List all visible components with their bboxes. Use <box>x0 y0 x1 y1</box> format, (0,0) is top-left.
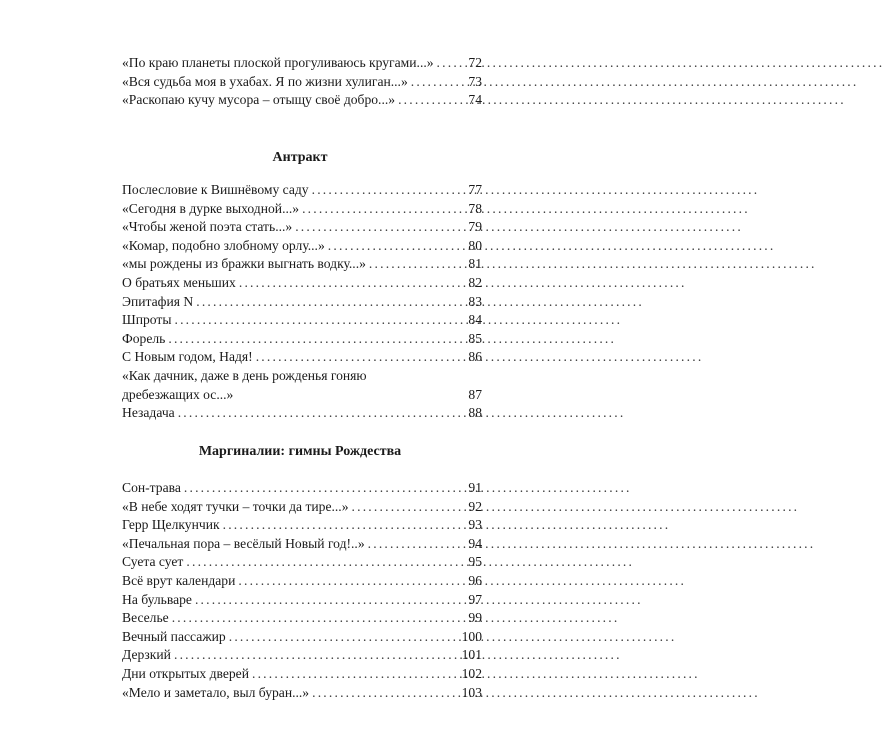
toc-entry <box>122 91 482 110</box>
toc-entry-page: 73 <box>468 73 482 89</box>
dot-leader <box>302 200 466 219</box>
dot-leader <box>411 73 467 92</box>
toc-entry <box>122 367 482 404</box>
toc-entry <box>122 181 482 200</box>
toc-group-continuation <box>122 54 482 110</box>
toc-entry <box>122 200 482 219</box>
toc-entry-title: Дерзкий <box>122 647 171 663</box>
toc-entry-title: Веселье <box>122 610 169 626</box>
dot-leader <box>184 479 467 498</box>
toc-entry-title: Эпитафия N <box>122 293 194 309</box>
dot-leader <box>195 591 466 610</box>
toc-entry-page: 78 <box>468 200 482 216</box>
dot-leader <box>172 609 467 628</box>
toc-entry-title: Всё врут календари <box>122 572 236 588</box>
toc-entry-title: «По краю планеты плоской прогуливаюсь кругами...» <box>122 55 434 70</box>
section-heading-marginalii: Маргиналии: гимны Рождества <box>198 444 402 459</box>
dot-leader <box>295 218 466 237</box>
toc-entry-title: Форель <box>122 330 166 346</box>
dot-leader <box>368 535 467 554</box>
toc-entry-title: Сон-трава <box>122 480 181 495</box>
toc-entry-page: 79 <box>468 219 482 235</box>
dot-leader <box>229 628 460 647</box>
toc-entry-title: «Чтобы женой поэта стать...» <box>122 219 293 235</box>
toc-entry <box>122 553 482 572</box>
toc-entry-title: «Мело и заметало, выл буран...» <box>122 684 310 700</box>
dot-leader <box>398 91 466 110</box>
toc-entry-title-line1: «Как дачник, даже в день рожденья гоняю <box>122 367 367 383</box>
toc-entry-title: Послесловие к Вишнёвому саду <box>122 182 309 197</box>
toc-entry <box>122 591 482 610</box>
toc-entry-page: 92 <box>468 498 482 514</box>
toc-entry-page: 72 <box>468 55 482 70</box>
dot-leader <box>223 516 467 535</box>
toc-entry <box>122 572 482 591</box>
toc-entry <box>122 498 482 517</box>
dot-leader <box>186 553 466 572</box>
toc-entry-page: 87 <box>468 386 482 402</box>
toc-entry-page: 83 <box>468 293 482 309</box>
toc-entry-page: 101 <box>461 647 482 663</box>
toc-entry-title: «Раскопаю кучу мусора – отыщу своё добро...» <box>122 92 396 108</box>
toc-entry-page: 93 <box>468 517 482 533</box>
toc-entry <box>122 54 482 73</box>
dot-leader <box>252 665 460 684</box>
dot-leader <box>238 572 466 591</box>
toc-entry-title: Вечный пассажир <box>122 628 226 644</box>
toc-entry <box>122 646 482 665</box>
toc-entry-title: «Печальная пора – весёлый Новый год!..» <box>122 535 365 551</box>
dot-leader <box>168 330 466 349</box>
toc-entry-title: Шпроты <box>122 312 172 328</box>
toc-entry-page: 88 <box>468 405 482 421</box>
toc-entry <box>122 218 482 237</box>
toc-entry-title: «Комар, подобно злобному орлу...» <box>122 237 325 253</box>
toc-entry <box>122 293 482 312</box>
toc-entry-page: 80 <box>468 237 482 253</box>
dot-leader <box>312 684 460 703</box>
dot-leader <box>312 181 467 200</box>
toc-entry <box>122 237 482 256</box>
section-heading-antrakt: Антракт <box>272 150 328 165</box>
toc-entry-page: 94 <box>468 535 482 551</box>
toc-entry <box>122 330 482 349</box>
dot-leader <box>239 274 467 293</box>
toc-entry <box>122 684 482 703</box>
toc-entry <box>122 311 482 330</box>
toc-entry-title: «В небе ходят тучки – точки да тире...» <box>122 498 349 514</box>
toc-entry-page: 99 <box>468 610 482 626</box>
toc-entry-title: Незадача <box>122 405 175 421</box>
toc-entry-page: 82 <box>468 274 482 290</box>
toc-entry-title: Дни открытых дверей <box>122 665 249 681</box>
dot-leader <box>328 237 467 256</box>
toc-group-antrakt <box>122 181 482 423</box>
toc-entry-page: 91 <box>468 480 482 495</box>
toc-entry <box>122 404 482 423</box>
toc-entry <box>122 628 482 647</box>
dot-leader <box>352 498 467 517</box>
toc-entry-page: 102 <box>461 665 482 681</box>
toc-entry-page: 97 <box>468 591 482 607</box>
toc-entry-page: 74 <box>468 92 482 108</box>
toc-entry-title: С Новым годом, Надя! <box>122 349 253 365</box>
toc-entry-title: О братьях меньших <box>122 274 236 290</box>
toc-entry-title-line2: дребезжащих ос...» <box>122 386 234 402</box>
dot-leader <box>174 311 466 330</box>
toc-entry-page: 100 <box>461 628 482 644</box>
toc-entry-title: «Сегодня в дурке выходной...» <box>122 200 300 216</box>
toc-entry <box>122 348 482 367</box>
dot-leader <box>256 348 467 367</box>
toc-entry <box>122 665 482 684</box>
toc-entry-line2 <box>122 386 482 405</box>
toc-entry-title: На бульваре <box>122 591 192 607</box>
toc-group-marginalii <box>122 479 482 702</box>
toc-entry <box>122 479 482 498</box>
toc-entry <box>122 609 482 628</box>
dot-leader <box>369 255 467 274</box>
toc-entry <box>122 535 482 554</box>
dot-leader <box>174 646 460 665</box>
toc-entry <box>122 274 482 293</box>
toc-entry-page: 86 <box>468 349 482 365</box>
toc-entry-title: Суета сует <box>122 554 184 570</box>
dot-leader <box>437 54 467 73</box>
toc-entry-page: 85 <box>468 330 482 346</box>
toc-entry-page: 81 <box>468 256 482 272</box>
toc-entry <box>122 73 482 92</box>
toc-entry-page: 103 <box>461 684 482 700</box>
toc-entry-title: «Вся судьба моя в ухабах. Я по жизни хулиган...» <box>122 73 408 89</box>
dot-leader <box>178 404 467 423</box>
toc-entry-title: «мы рождены из бражки выгнать водку...» <box>122 256 366 272</box>
toc-entry-page: 95 <box>468 554 482 570</box>
toc-entry <box>122 516 482 535</box>
toc-entry-title: Герр Щелкунчик <box>122 517 220 533</box>
toc-entry <box>122 255 482 274</box>
dot-leader <box>196 293 466 312</box>
toc-entry-page: 84 <box>468 312 482 328</box>
toc-entry-page: 77 <box>468 182 482 197</box>
toc-entry-page: 96 <box>468 572 482 588</box>
